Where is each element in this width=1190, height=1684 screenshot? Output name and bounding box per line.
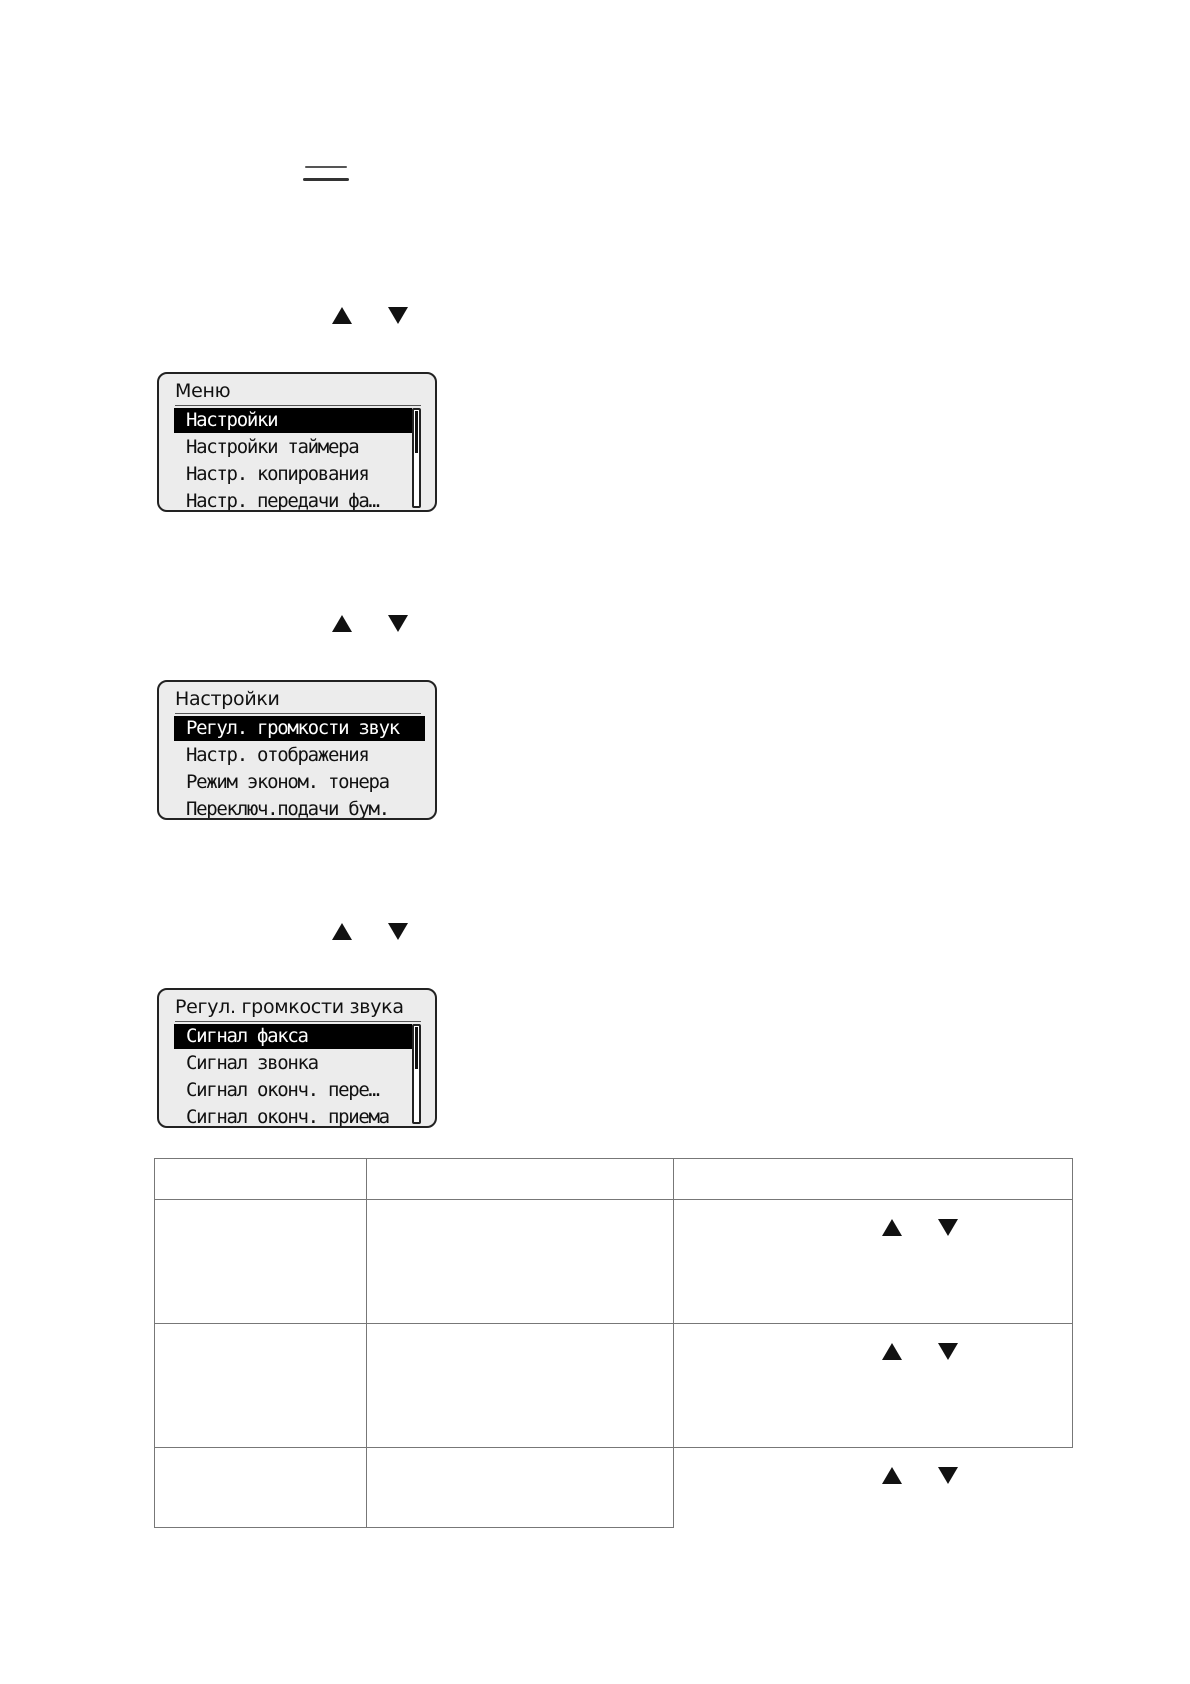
lcd-scrollbar — [412, 408, 421, 508]
triangle-down-icon — [388, 307, 408, 324]
table-cell — [674, 1200, 1073, 1324]
arrow-keys — [332, 611, 422, 635]
table-header-cell — [366, 1159, 674, 1200]
lcd-scrollbar — [412, 1024, 421, 1124]
arrow-keys — [332, 919, 422, 943]
triangle-up-icon — [882, 1343, 902, 1360]
table-header-row — [155, 1159, 1073, 1200]
triangle-up-icon — [882, 1219, 902, 1236]
triangle-down-icon — [938, 1219, 958, 1236]
table-cell — [366, 1200, 674, 1324]
table-row — [155, 1448, 1073, 1528]
lcd-screen-settings — [157, 680, 437, 820]
lcd-item: Настр. передачи фа… — [186, 490, 379, 512]
lcd-scrollbar-thumb — [415, 411, 418, 453]
table-cell — [155, 1448, 367, 1528]
arrow-keys — [332, 303, 422, 327]
lcd-item: Сигнал звонка — [186, 1052, 318, 1074]
table-cell — [155, 1324, 367, 1448]
triangle-down-icon — [388, 615, 408, 632]
arrow-keys — [882, 1463, 972, 1487]
menu-key-line-top — [305, 166, 347, 168]
lcd-item: Переключ.подачи бум. — [186, 798, 389, 820]
arrow-keys — [882, 1339, 972, 1363]
table-cell — [674, 1324, 1073, 1448]
lcd-title: Меню — [175, 380, 231, 402]
lcd-item: Режим эконом. тонера — [186, 771, 389, 793]
triangle-down-icon — [938, 1343, 958, 1360]
table-header-cell — [674, 1159, 1073, 1200]
triangle-up-icon — [332, 615, 352, 632]
table-row — [155, 1200, 1073, 1324]
menu-key-line-bottom — [303, 178, 349, 181]
table-cell — [366, 1324, 674, 1448]
lcd-item: Настр. отображения — [186, 744, 369, 766]
menu-key-icon — [303, 163, 349, 187]
lcd-item-selected: Регул. громкости звук — [174, 716, 425, 741]
lcd-title: Регул. громкости звука — [175, 996, 404, 1018]
lcd-item: Настр. копирования — [186, 463, 369, 485]
lcd-item-selected: Сигнал факса — [174, 1024, 412, 1049]
triangle-down-icon — [938, 1467, 958, 1484]
lcd-title-divider — [175, 1021, 421, 1022]
lcd-title: Настройки — [175, 688, 280, 710]
table-cell — [674, 1448, 1073, 1528]
table-cell — [155, 1200, 367, 1324]
table-cell — [366, 1448, 674, 1528]
lcd-item: Сигнал оконч. приема — [186, 1106, 389, 1128]
table-row — [155, 1324, 1073, 1448]
lcd-item: Настройки таймера — [186, 436, 359, 458]
triangle-up-icon — [332, 307, 352, 324]
lcd-item-selected: Настройки — [174, 408, 412, 433]
triangle-down-icon — [388, 923, 408, 940]
lcd-scrollbar-thumb — [415, 1027, 418, 1069]
triangle-up-icon — [332, 923, 352, 940]
triangle-up-icon — [882, 1467, 902, 1484]
lcd-item: Сигнал оконч. пере… — [186, 1079, 379, 1101]
lcd-title-divider — [175, 713, 421, 714]
lcd-screen-menu — [157, 372, 437, 512]
table-header-cell — [155, 1159, 367, 1200]
settings-table — [154, 1158, 1073, 1528]
arrow-keys — [882, 1215, 972, 1239]
lcd-screen-volume — [157, 988, 437, 1128]
lcd-title-divider — [175, 405, 421, 406]
